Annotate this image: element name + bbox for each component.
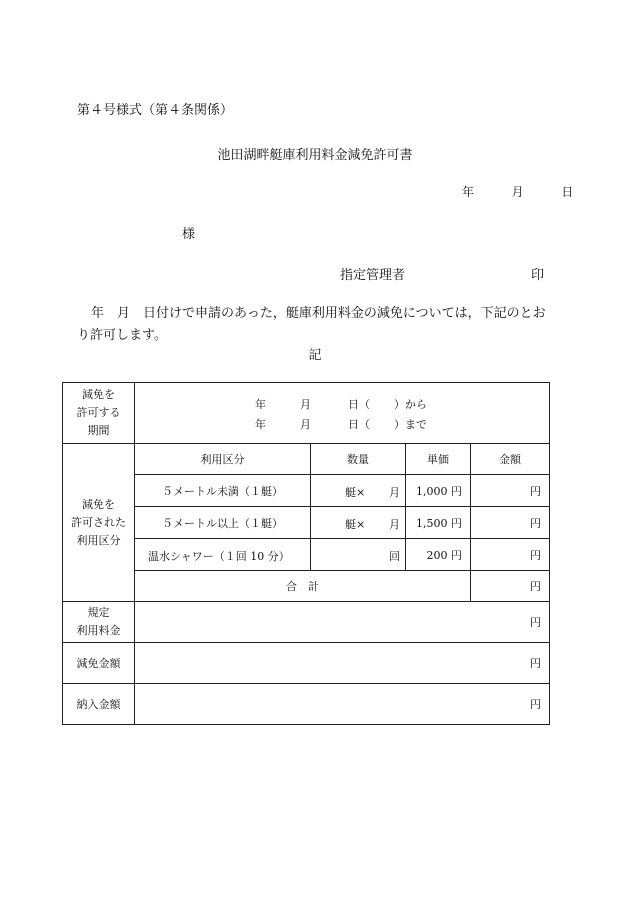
unit-price: 1,500 円 — [416, 516, 462, 530]
standard-fee-label-line: 規定 — [87, 606, 110, 619]
period-label-line: 許可する — [76, 406, 121, 419]
unit-price: 200 円 — [426, 548, 462, 562]
standard-fee-label-line: 利用料金 — [76, 624, 121, 637]
period-label — [63, 383, 134, 443]
period-from-month: 月 — [300, 398, 311, 411]
period-label-line: 期間 — [87, 424, 110, 437]
period-from-day: 日（ — [348, 398, 370, 411]
category-label-line: 減免を — [82, 497, 115, 511]
category-label — [63, 444, 134, 601]
quantity-times: 回 — [389, 550, 400, 563]
category-name: ５メートル未満（１艇） — [162, 484, 283, 498]
category-label-line: 許可された — [71, 515, 126, 529]
date-year: 年 — [462, 185, 475, 199]
period-label-line: 減免を — [82, 388, 115, 401]
standard-fee-amount: 円 — [530, 616, 541, 629]
payment-amount: 円 — [530, 698, 541, 711]
category-name: 温水シャワー（１回 10 分） — [148, 550, 290, 563]
amount-cell: 円 — [530, 548, 541, 562]
quantity-boats: 艇× — [345, 486, 366, 499]
manager-label: 指定管理者 — [340, 268, 406, 283]
quantity-boats: 艇× — [345, 518, 366, 531]
reduction-label: 減免金額 — [76, 657, 121, 670]
payment-label: 納入金額 — [76, 698, 121, 711]
seal-mark: 印 — [531, 268, 545, 283]
notes-heading: 記 — [308, 348, 322, 363]
header-category: 利用区分 — [200, 453, 245, 466]
period-to-day: 日（ — [348, 418, 370, 431]
amount-cell: 円 — [530, 516, 541, 530]
quantity-months: 月 — [389, 486, 400, 499]
document-title: 池田湖畔艇庫利用料金減免許可書 — [217, 148, 413, 163]
period-to-month: 月 — [300, 418, 311, 431]
category-label-line: 利用区分 — [76, 533, 121, 547]
date-month: 月 — [511, 185, 524, 199]
header-amount: 金額 — [499, 453, 521, 466]
form-number: 第４号様式（第４条関係） — [77, 103, 234, 118]
recipient-suffix: 様 — [182, 227, 196, 242]
unit-price: 1,000 円 — [416, 484, 462, 498]
period-from-suffix: ）から — [394, 398, 427, 411]
reduction-amount: 円 — [530, 657, 541, 670]
total-label: 合 計 — [286, 580, 319, 593]
amount-cell: 円 — [530, 484, 541, 498]
total-amount: 円 — [530, 580, 541, 593]
category-name: ５メートル以上（１艇） — [162, 516, 283, 530]
quantity-months: 月 — [389, 518, 400, 531]
date-day: 日 — [561, 185, 574, 199]
standard-fee-label — [63, 602, 134, 642]
header-quantity: 数量 — [347, 453, 369, 466]
period-to-year: 年 — [255, 418, 266, 431]
body-paragraph: 年 月 日付けで申請のあった，艇庫利用料金の減免については，下記のとおり許可します。 — [77, 306, 546, 343]
header-unit-price: 単価 — [427, 453, 449, 466]
period-to-suffix: ）まで — [394, 418, 427, 431]
period-from-year: 年 — [255, 398, 266, 411]
